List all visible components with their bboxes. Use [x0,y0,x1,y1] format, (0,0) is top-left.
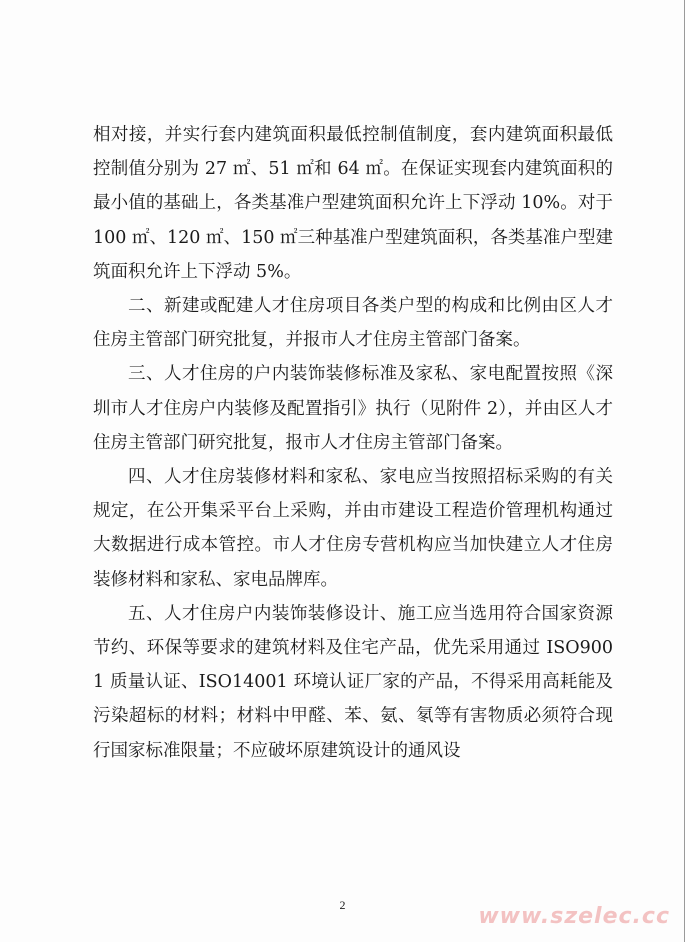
document-body [93,118,613,768]
paragraph-continuation: 相对接，并实行套内建筑面积最低控制值制度，套内建筑面积最低控制值分别为 27 ㎡、51 ㎡和 64 ㎡。在保证实现套内建筑面积的最小值的基础上，各类基准户型建筑面积允许上下浮动 10%。对于 100 ㎡、120 ㎡、150 ㎡三种基准户型建筑面积，各类基准户型建筑面积允许上下浮动 5%。 [93,125,613,282]
paragraph-item-5: 五、人才住房户内装饰装修设计、施工应当选用符合国家资源节约、环保等要求的建筑材料及住宅产品，优先采用通过 ISO9001 质量认证、ISO14001 环境认证厂家的产品，不得采用高耗能及污染超标的材料；材料中甲醛、苯、氨、氡等有害物质必须符合现行国家标准限量；不应破坏原建筑设计的通风设 [93,603,613,761]
watermark-url: www.szelec.cc [478,904,670,929]
paragraph-item-3: 三、人才住房的户内装饰装修标准及家私、家电配置按照《深圳市人才住房户内装修及配置指引》执行（见附件 2），并由区人才住房主管部门研究批复，报市人才住房主管部门备案。 [93,364,613,453]
paragraph-item-2: 二、新建或配建人才住房项目各类户型的构成和比例由区人才住房主管部门研究批复，并报市人才住房主管部门备案。 [93,296,613,351]
paragraph-item-4: 四、人才住房装修材料和家私、家电应当按照招标采购的有关规定，在公开集采平台上采购，并由市建设工程造价管理机构通过大数据进行成本管控。市人才住房专营机构应当加快建立人才住房装修材料和家私、家电品牌库。 [93,467,613,590]
page-number: 2 [339,898,346,912]
